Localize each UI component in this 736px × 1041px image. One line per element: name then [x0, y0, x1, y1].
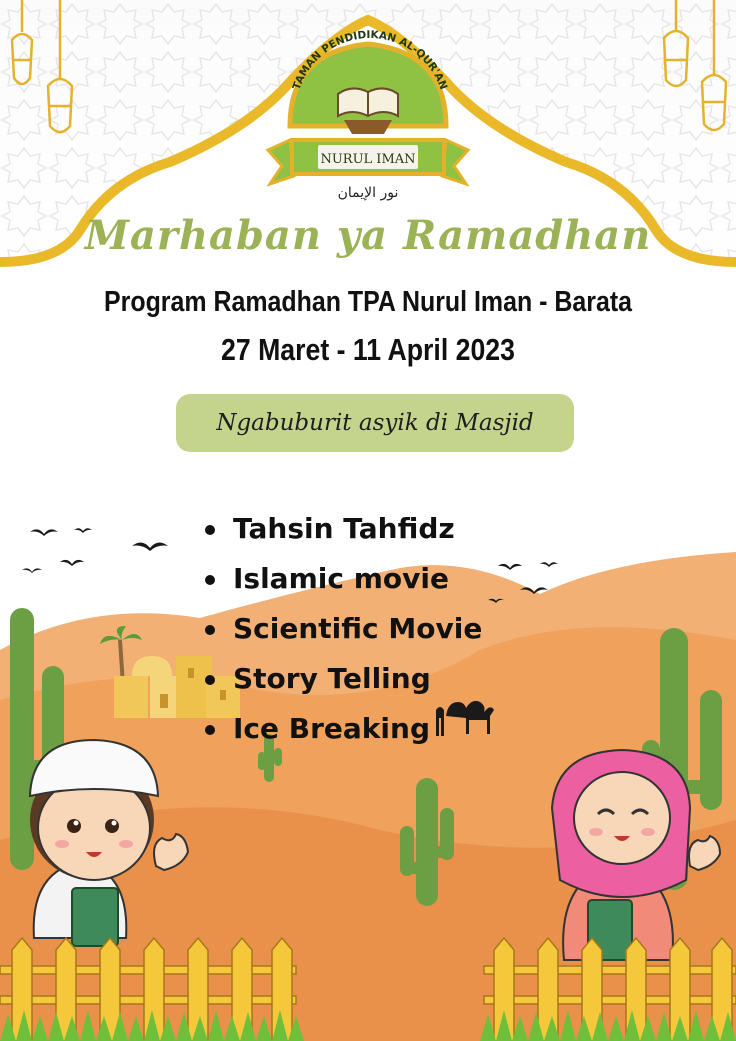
activity-item: Scientific Movie	[205, 606, 482, 656]
tagline-badge	[176, 394, 574, 452]
logo-banner-text: NURUL IMAN	[320, 152, 416, 167]
activity-item: Islamic movie	[205, 556, 482, 606]
activity-list	[205, 506, 482, 756]
activity-item: Tahsin Tahfidz	[205, 506, 482, 556]
activity-item: Story Telling	[205, 656, 482, 706]
logo-arabic-text: نور الإيمان	[337, 185, 399, 201]
tagline-text: Ngabuburit asyik di Masjid	[216, 410, 534, 436]
greeting-title: Marhaban ya Ramadhan	[84, 212, 652, 259]
program-dates: 27 Maret - 11 April 2023	[221, 332, 515, 367]
svg-text:TAMAN PENDIDIKAN AL-QUR'AN: TAMAN PENDIDIKAN AL-QUR'AN	[290, 28, 450, 92]
program-title: Program Ramadhan TPA Nurul Iman - Barata	[103, 286, 633, 318]
activity-item: Ice Breaking	[205, 706, 482, 756]
